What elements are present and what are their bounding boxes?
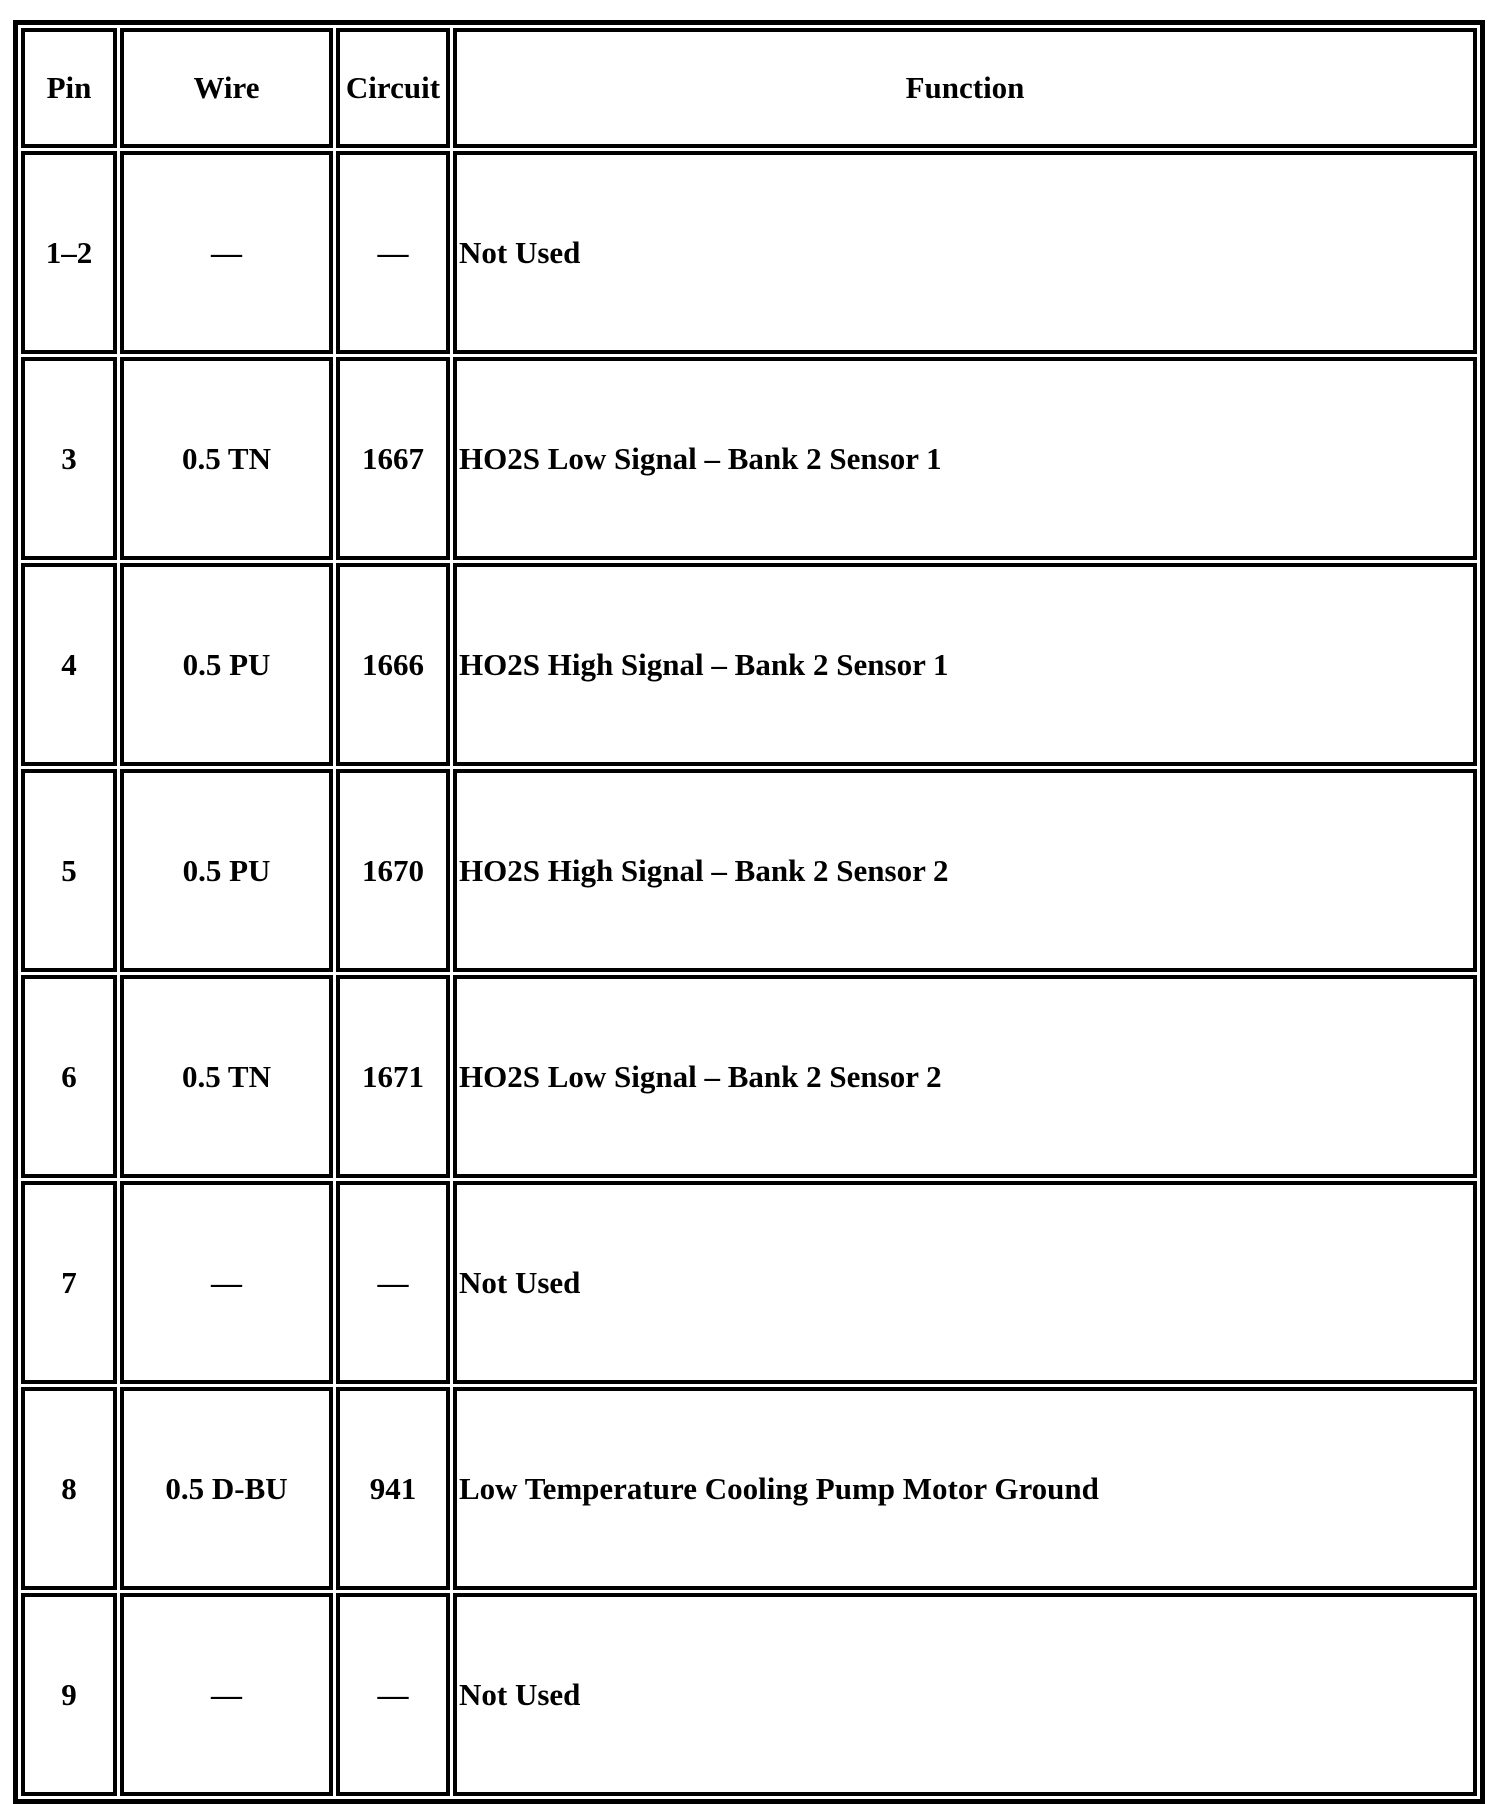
header-row [21, 28, 1477, 148]
table-row [21, 769, 1477, 972]
table-row [21, 563, 1477, 766]
wire-cell: 0.5 PU [120, 563, 333, 766]
pin-cell: 5 [21, 769, 117, 972]
wire-cell: — [120, 1181, 333, 1384]
wire-cell: — [120, 1593, 333, 1796]
pin-cell: 1–2 [21, 151, 117, 354]
circuit-cell: 1667 [336, 357, 450, 560]
circuit-cell: — [336, 151, 450, 354]
circuit-cell: 1670 [336, 769, 450, 972]
wire-cell: 0.5 PU [120, 769, 333, 972]
function-cell: HO2S High Signal – Bank 2 Sensor 1 [453, 563, 1477, 766]
wire-cell: — [120, 151, 333, 354]
wire-cell: 0.5 TN [120, 357, 333, 560]
table-row [21, 975, 1477, 1178]
table-row [21, 1387, 1477, 1590]
header-pin: Pin [21, 28, 117, 148]
circuit-cell: 1671 [336, 975, 450, 1178]
function-cell: Low Temperature Cooling Pump Motor Ground [453, 1387, 1477, 1590]
pin-cell: 6 [21, 975, 117, 1178]
circuit-cell: 941 [336, 1387, 450, 1590]
circuit-cell: 1666 [336, 563, 450, 766]
pin-cell: 3 [21, 357, 117, 560]
table-row [21, 1181, 1477, 1384]
connector-pinout-table [13, 20, 1485, 1804]
pin-cell: 9 [21, 1593, 117, 1796]
function-cell: HO2S Low Signal – Bank 2 Sensor 1 [453, 357, 1477, 560]
function-cell: HO2S Low Signal – Bank 2 Sensor 2 [453, 975, 1477, 1178]
table-row [21, 151, 1477, 354]
function-cell: HO2S High Signal – Bank 2 Sensor 2 [453, 769, 1477, 972]
function-cell: Not Used [453, 1181, 1477, 1384]
header-function: Function [453, 28, 1477, 148]
pin-cell: 7 [21, 1181, 117, 1384]
pin-cell: 4 [21, 563, 117, 766]
table-row [21, 357, 1477, 560]
table-body [21, 151, 1477, 1796]
header-wire: Wire [120, 28, 333, 148]
function-cell: Not Used [453, 1593, 1477, 1796]
wire-cell: 0.5 TN [120, 975, 333, 1178]
table-row [21, 1593, 1477, 1796]
circuit-cell: — [336, 1593, 450, 1796]
pin-cell: 8 [21, 1387, 117, 1590]
circuit-cell: — [336, 1181, 450, 1384]
wire-cell: 0.5 D-BU [120, 1387, 333, 1590]
header-circuit: Circuit [336, 28, 450, 148]
function-cell: Not Used [453, 151, 1477, 354]
